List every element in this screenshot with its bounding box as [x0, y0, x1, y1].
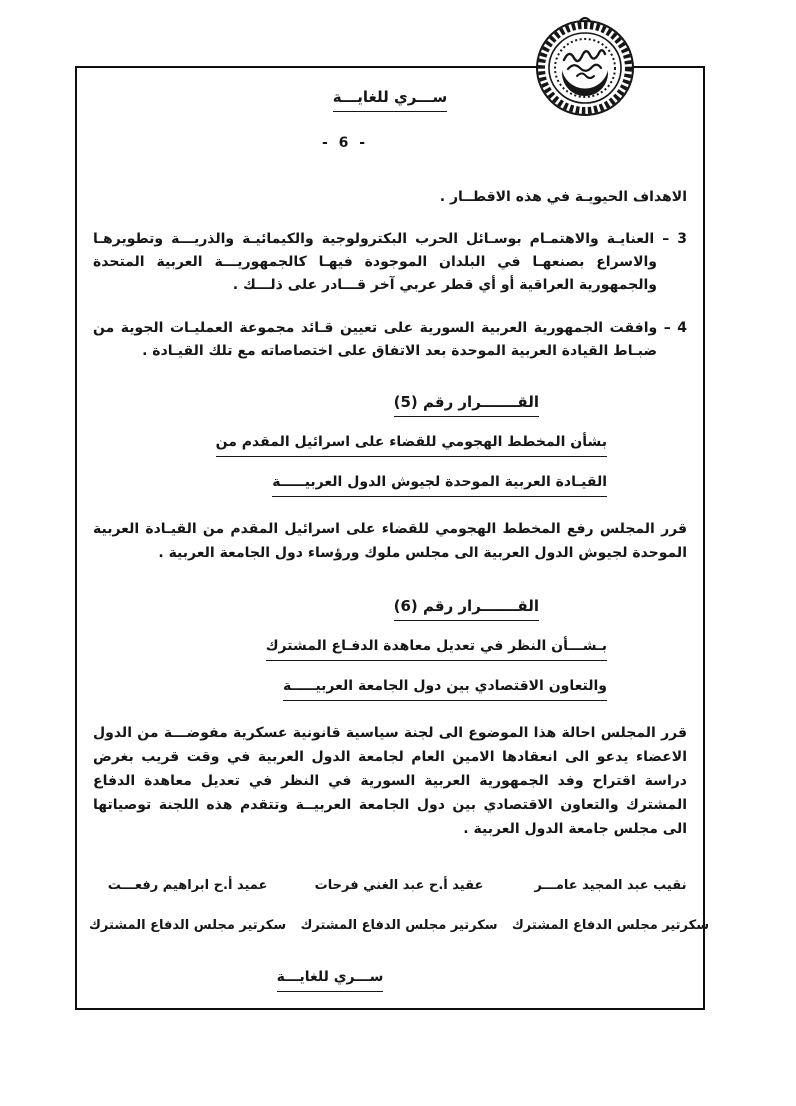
decision-6-subtitle-line1-text: بـشـــأن النظر في تعديل معاهدة الدفـاع المشترك — [266, 635, 607, 661]
intro-paragraph: الاهداف الحيويـة في هذه الاقطــار . — [439, 189, 687, 205]
signature-title: سكرتير مجلس الدفاع المشترك — [89, 918, 287, 933]
signature-title: سكرتير مجلس الدفاع المشترك — [300, 918, 498, 933]
decision-5-body: قرر المجلس رفع المخطط الهجومي للقضاء على اسرائيل المقدم من القيـادة العربية الموحدة لجيوش الدول العربية الى مجلس ملوك ورؤساء دول الجامعة العربية . — [93, 521, 687, 561]
signature-title: سكرتير مجلس الدفاع المشترك — [511, 918, 709, 933]
classification-footer — [93, 966, 687, 992]
decision-6-body: قرر المجلس احالة هذا الموضوع الى لجنة سياسية قانونية عسكرية مفوضـــة من الدول الاعضاء يدعو الى انعقادها الامين العام لجامعة الدول العربية في وقت قريب بغرض دراسة اقتراح وفد الجمهورية العربية السورية في النظر في تعديل معاهدة الدفاع المشترك والتعاون الاقتصادي بين دول الجامعة العربيــة وتتقدم هذه اللجنة توصياتها الى مجلس جامعة الدول العربية . — [93, 725, 687, 837]
decision-5-title-text: القـــــــرار رقم (5) — [394, 391, 539, 417]
classification-header-text: ســـري للغايـــة — [333, 86, 447, 112]
classification-footer-text: ســـري للغايـــة — [277, 966, 384, 992]
numbered-item-4: 4 – وافقت الجمهورية العربية السورية على تعيين قـائد مجموعة العمليـات الجوية من ضبـاط القيادة العربية الموحدة بعد الاتفاق على اختصاصاته مع تلك القيـادة . — [93, 320, 687, 359]
signature-name: نقيب عبد المجيد عامـــر — [534, 878, 687, 893]
decision-6-subtitle-line2 — [93, 675, 687, 701]
signature-column-left — [89, 875, 286, 937]
decision-6-title — [93, 595, 687, 621]
decision-6-title-text: القـــــــرار رقم (6) — [394, 595, 539, 621]
signature-column-right — [512, 875, 709, 937]
decision-5-subtitle-line2 — [93, 471, 687, 497]
page-content — [77, 68, 709, 1008]
signatures-block — [89, 875, 709, 937]
decision-5-subtitle-line1 — [93, 431, 687, 457]
arab-league-emblem-icon — [533, 16, 637, 118]
decision-6-subtitle-line2-text: والتعاون الاقتصادي بين دول الجامعة العربيـــــة — [283, 675, 607, 701]
signature-name: عقيد أ.ح عبد الغني فرحات — [314, 878, 484, 893]
numbered-item-3: 3 – العنايـة والاهتمـام بوسـائل الحرب البكترولوجية والكيمائيـة والذريـــة وتطويرهـا والاسراع بصنعهـا في البلدان الموجودة فيهـا كالجمهوريـــة العربية المتحدة والجمهورية العراقية أو أي قطر عربي آخر قـــادر على ذلـــك . — [93, 231, 687, 293]
decision-5-subtitle-line1-text: بشأن المخطط الهجومي للقضاء على اسرائيل المقدم من — [216, 431, 607, 457]
page-number: - 6 - — [321, 135, 369, 151]
decision-5-subtitle-line2-text: القيـادة العربية الموحدة لجيوش الدول العربيـــــة — [272, 471, 607, 497]
decision-5-title — [93, 391, 687, 417]
signature-name: عميد أ.ح ابراهيم رفعـــت — [107, 878, 268, 893]
signature-column-middle — [300, 875, 497, 937]
decision-6-subtitle-line1 — [93, 635, 687, 661]
